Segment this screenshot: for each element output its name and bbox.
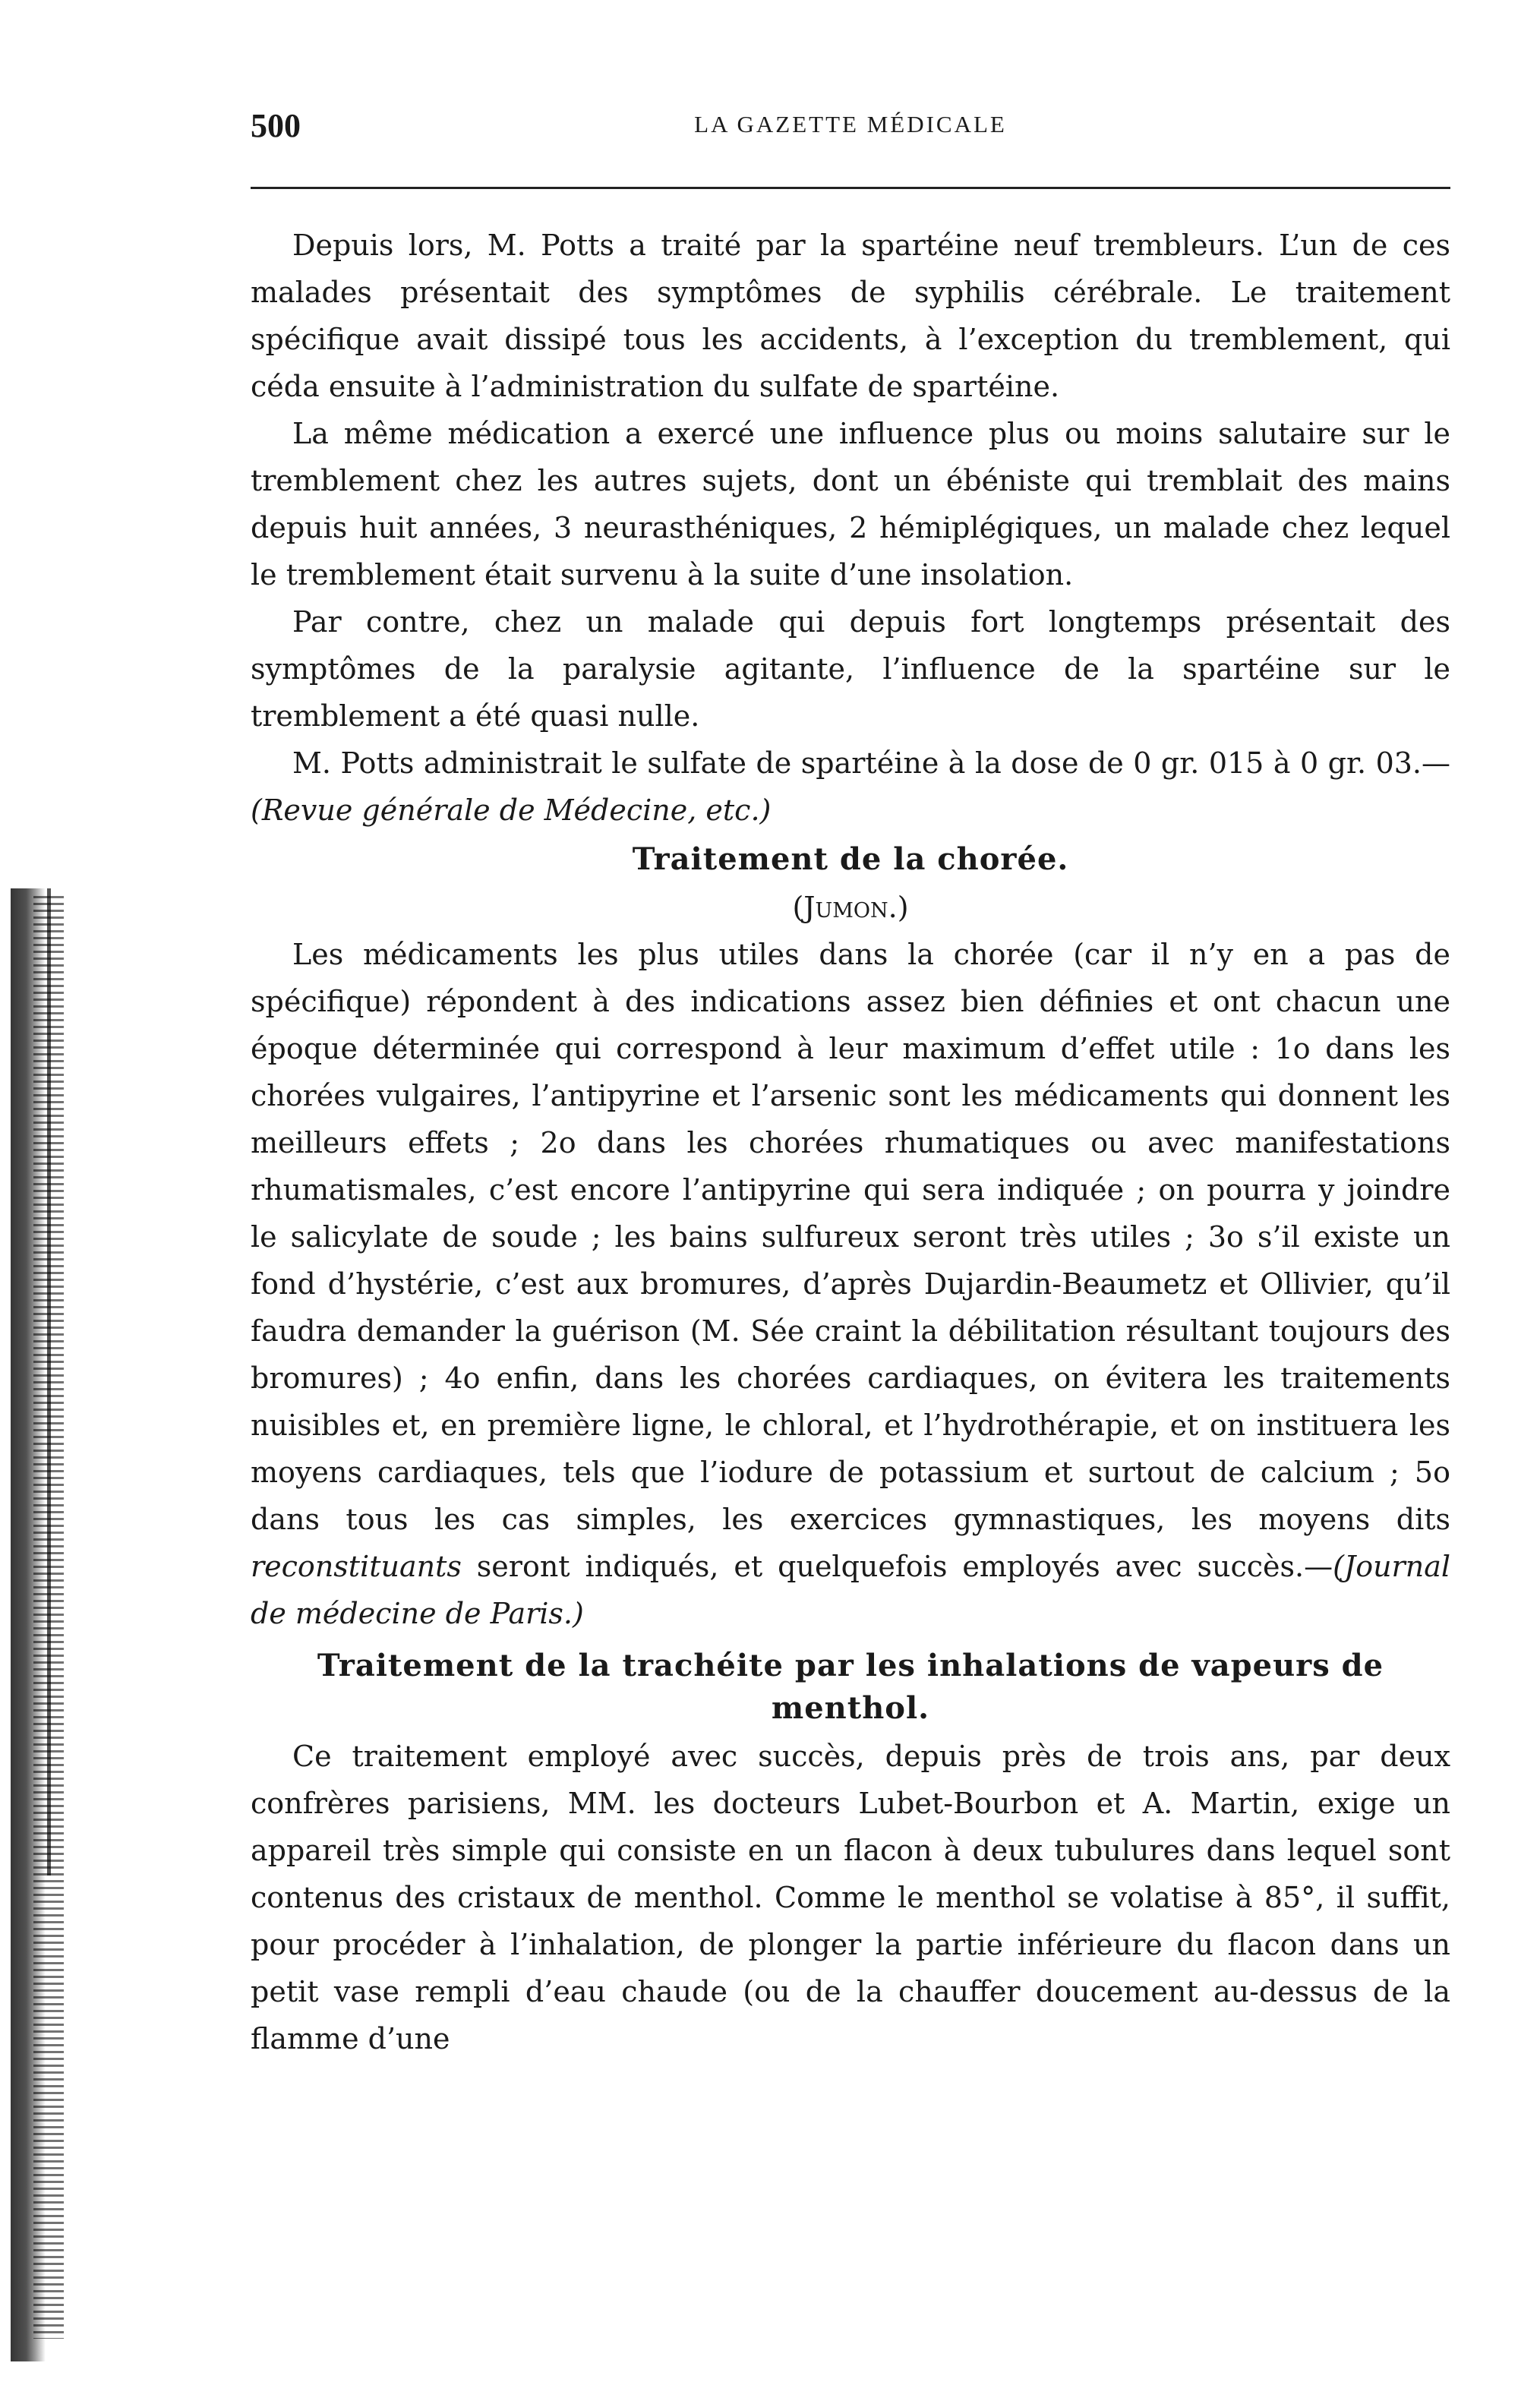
paragraph: Par contre, chez un malade qui depuis fort longtemps présentait des symptômes de la paralysie agitante, l’influence de la spartéine sur le tremblement a été quasi nulle. <box>251 605 1450 733</box>
paragraph <box>251 740 1450 834</box>
emphasis-text: reconstituants <box>251 1550 462 1583</box>
paragraph-text: Les médicaments les plus utiles dans la chorée (car il n’y en a pas de spécifique) répondent à des indications assez bien définies et ont chacun une époque déterminée qui correspond à leur maximum d’effet utile : 1o dans les chorées vulgaires, l’antipyrine et l’arsenic sont les médicaments qui donnent les meilleurs effets ; 2o dans les chorées rhumatiques ou avec manifestations rhumatismales, c’est encore l’antipyrine qui sera indiquée ; on pourra y joindre le salicylate de soude ; les bains sulfureux seront très utiles ; 3o s’il existe un fond d’hystérie, c’est aux bromures, d’après Dujardin-Beaumetz et Ollivier, qu’il faudra demander la guérison (M. Sée craint la débilitation résultant toujours des bromures) ; 4o enfin, dans les chorées cardiaques, on évitera les traitements nuisibles et, en première ligne, le chloral, et l’hydrothérapie, et on instituera les moyens cardiaques, tels que l’iodure de potassium et surtout de calcium ; 5o dans tous les cas simples, les exercices gymnastiques, les moyens dits <box>251 938 1450 1536</box>
page-number: 500 <box>251 107 301 144</box>
paragraph-text: seront indiqués, et quelquefois employés avec succès.— <box>461 1550 1333 1583</box>
page-body <box>251 222 1450 2062</box>
section-heading: Traitement de la trachéite par les inhalations de vapeurs de menthol. <box>317 1648 1384 1726</box>
citation-source: (Revue générale de Médecine, etc.) <box>251 793 772 827</box>
header-rule <box>251 187 1450 189</box>
citation-source: (Journal de médecine de Paris.) <box>251 1550 1450 1630</box>
paragraph: La même médication a exercé une influence plus ou moins salutaire sur le tremblement chez les autres sujets, dont un ébéniste qui tremblait des mains depuis huit années, 3 neurasthéniques, 2 hémiplégiques, un malade chez lequel le tremblement était survenu à la suite d’une insolation. <box>251 417 1450 592</box>
paragraph-text: M. Potts administrait le sulfate de spartéine à la dose de 0 gr. 015 à 0 gr. 03.— <box>292 746 1450 780</box>
paragraph: Ce traitement employé avec succès, depuis près de trois ans, par deux confrères parisiens, MM. les docteurs Lubet-Bourbon et A. Martin, exige un appareil très simple qui consiste en un flacon à deux tubulures dans lequel sont contenus des cristaux de menthol. Comme le menthol se volatise à 85°, il suffit, pour procéder à l’inhalation, de plonger la partie inférieure du flacon dans un petit vase rempli d’eau chaude (ou de la chauffer doucement au-dessus de la flamme d’une <box>251 1740 1450 2055</box>
section-heading: Traitement de la chorée. <box>632 841 1069 877</box>
paragraph: Depuis lors, M. Potts a traité par la spartéine neuf trembleurs. L’un de ces malades présentait des symptômes de syphilis cérébrale. Le traitement spécifique avait dissipé tous les accidents, à l’exception du tremblement, qui céda ensuite à l’administration du sulfate de spartéine. <box>251 229 1450 403</box>
paragraph <box>251 931 1450 1637</box>
running-head: LA GAZETTE MÉDICALE <box>694 111 1007 137</box>
binding-texture <box>33 896 64 2339</box>
author-name: (Jumon.) <box>792 891 909 924</box>
page-header <box>251 106 1450 159</box>
